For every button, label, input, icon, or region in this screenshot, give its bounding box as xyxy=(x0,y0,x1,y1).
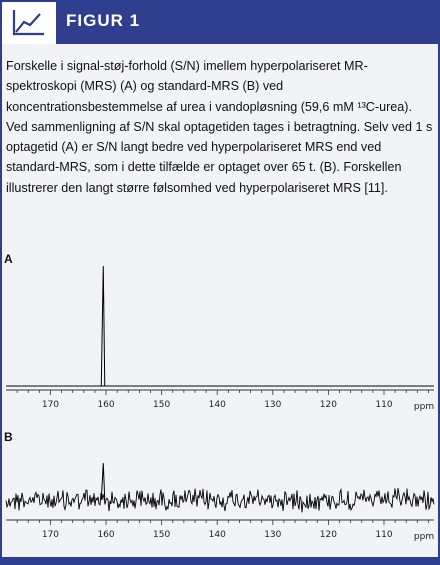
panel-a-label: A xyxy=(4,252,13,266)
tick-label: 120 xyxy=(319,530,337,540)
tick-label: 130 xyxy=(264,400,282,410)
tick-label: 150 xyxy=(153,400,171,410)
tick-label: 120 xyxy=(319,400,337,410)
spectrum-peak xyxy=(101,266,105,386)
figure-caption xyxy=(6,56,434,198)
spectrum-b xyxy=(2,438,438,554)
spectrum-trace xyxy=(6,488,434,512)
axis-unit-label: ppm xyxy=(413,532,435,542)
axis-unit-label: ppm xyxy=(413,402,435,412)
panel-b-label: B xyxy=(4,430,13,444)
figure-title: FIGUR 1 xyxy=(66,11,141,30)
tick-label: 140 xyxy=(208,400,226,410)
figure-header xyxy=(2,2,438,44)
tick-label: 170 xyxy=(41,400,60,410)
spectrum-a xyxy=(2,262,438,422)
tick-label: 110 xyxy=(375,530,393,540)
tick-label: 110 xyxy=(375,400,393,410)
bottom-accent-bar xyxy=(2,557,438,563)
tick-label: 170 xyxy=(41,530,60,540)
tick-label: 130 xyxy=(264,530,282,540)
tick-label: 160 xyxy=(97,400,115,410)
tick-label: 150 xyxy=(153,530,171,540)
line-chart-icon xyxy=(2,2,56,44)
tick-label: 140 xyxy=(208,530,226,540)
logo-box xyxy=(2,2,56,44)
tick-label: 160 xyxy=(97,530,115,540)
caption-text: Forskelle i signal-støj-forhold (S/N) imellem hyperpolariseret MR-spektroskopi (MRS) (A) og standard-MRS (B) ved koncentrationsbestemmelse af urea i vandopløsning (59,6 mM ¹³C-urea). Ved sammenligning af S/N skal optagetiden tages i betragtning. Selv ved 1 s optagetid (A) er S/N langt bedre ved hyperpolariseret MRS end ved standard-MRS, som i dette tilfælde er optaget over 65 t. (B). Forskellen illustrerer den langt større følsomhed ved hyperpolariseret MRS [11]. xyxy=(6,59,433,195)
